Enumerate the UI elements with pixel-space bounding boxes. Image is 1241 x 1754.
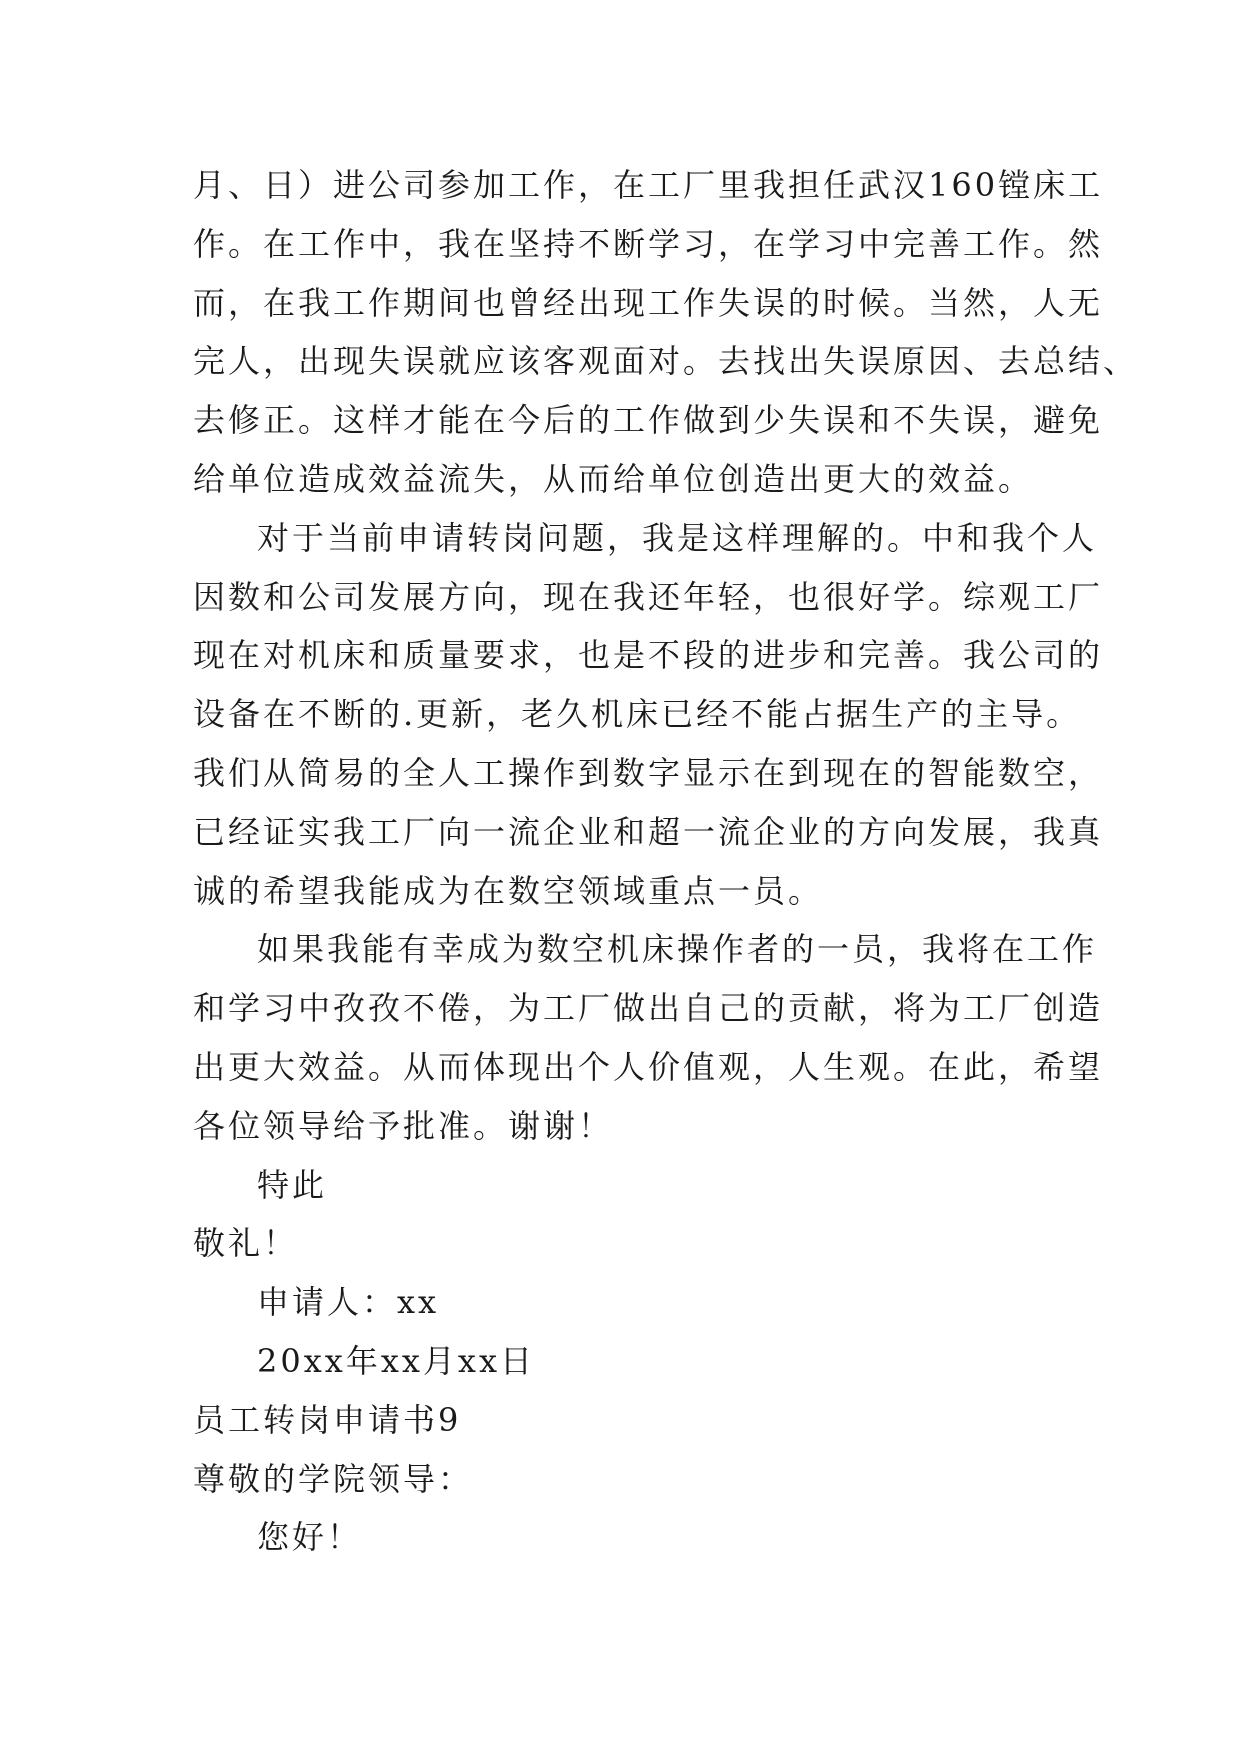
- paragraph-line: 月、日）进公司参加工作，在工厂里我担任武汉160镗床工: [193, 166, 1104, 204]
- paragraph-line: 作。在工作中，我在坚持不断学习，在学习中完善工作。然: [193, 224, 1104, 263]
- paragraph-line: 我们从简易的全人工操作到数字显示在到现在的智能数空，: [193, 753, 1104, 792]
- paragraph-line: 而，在我工作期间也曾经出现工作失误的时候。当然，人无: [193, 283, 1104, 322]
- salutation: 敬礼！: [193, 1224, 299, 1263]
- paragraph-line: 完人，出现失误就应该客观面对。去找出失误原因、去总结、: [193, 342, 1139, 381]
- paragraph-line: 对于当前申请转岗问题，我是这样理解的。中和我个人: [257, 518, 1098, 557]
- section-title: 员工转岗申请书9: [193, 1400, 462, 1439]
- paragraph-line: 因数和公司发展方向，现在我还年轻，也很好学。综观工厂: [193, 577, 1104, 616]
- date-line: 20xx年xx月xx日: [257, 1341, 536, 1380]
- paragraph-line: 去修正。这样才能在今后的工作做到少失误和不失误，避免: [193, 401, 1104, 440]
- document-body: [193, 156, 1139, 1567]
- paragraph-line: 现在对机床和质量要求，也是不段的进步和完善。我公司的: [193, 636, 1104, 675]
- paragraph-line: 已经证实我工厂向一流企业和超一流企业的方向发展，我真: [193, 812, 1104, 851]
- paragraph-line: 如果我能有幸成为数空机床操作者的一员，我将在工作: [257, 930, 1098, 969]
- greeting: 您好！: [257, 1518, 363, 1557]
- greeting-recipient: 尊敬的学院领导：: [193, 1459, 474, 1498]
- paragraph-line: 设备在不断的.更新，老久机床已经不能占据生产的主导。: [193, 695, 1082, 734]
- applicant-signature: 申请人：xx: [257, 1283, 440, 1322]
- paragraph-line: 诚的希望我能成为在数空领域重点一员。: [193, 871, 824, 910]
- paragraph-line: 和学习中孜孜不倦，为工厂做出自己的贡献，将为工厂创造: [193, 989, 1104, 1028]
- paragraph-line: 给单位造成效益流失，从而给单位创造出更大的效益。: [193, 459, 1034, 498]
- paragraph-line: 出更大效益。从而体现出个人价值观，人生观。在此，希望: [193, 1047, 1104, 1086]
- paragraph-line: 各位领导给予批准。谢谢！: [193, 1106, 614, 1145]
- closing-phrase: 特此: [257, 1165, 328, 1204]
